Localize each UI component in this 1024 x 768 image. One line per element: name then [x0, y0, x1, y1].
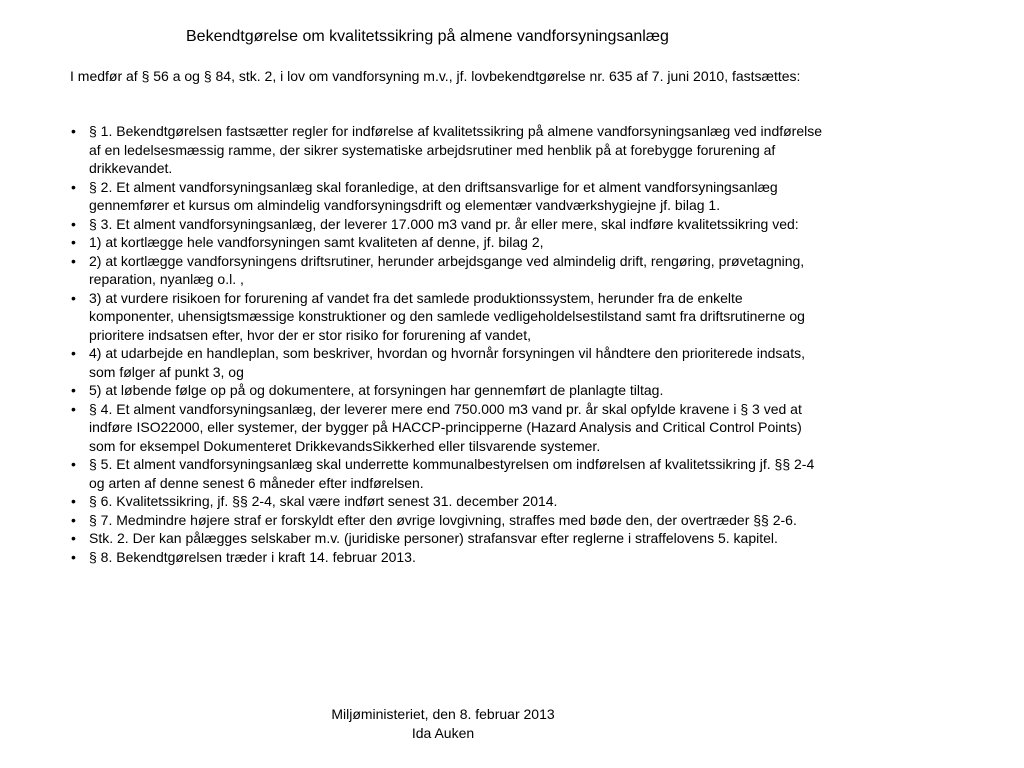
signature-place-date: Miljøministeriet, den 8. februar 2013: [331, 706, 555, 722]
clause-section-1: • § 1. Bekendtgørelsen fastsætter regler for indførelse af kvalitetssikring på almene vandforsyningsanlæg ved indførelse af en ledelsesmæssig ramme, der sikrer systematiske arbejdsrutiner med henblik på at forebygge forurening af drikkevandet.: [70, 122, 830, 178]
clause-section-7-stk-2: • Stk. 2. Der kan pålægges selskaber m.v. (juridiske personer) strafansvar efter reglerne i straffelovens 5. kapitel.: [70, 529, 830, 548]
clause-item-1: • 1) at kortlægge hele vandforsyningen samt kvaliteten af denne, jf. bilag 2,: [70, 233, 830, 252]
clause-section-8: • § 8. Bekendtgørelsen træder i kraft 14. februar 2013.: [70, 548, 830, 567]
clause-item-2: • 2) at kortlægge vandforsyningens driftsrutiner, herunder arbejdsgange ved almindelig drift, rengøring, prøvetagning, reparation, nyanlæg o.l. ,: [70, 252, 830, 289]
clause-section-5: • § 5. Et alment vandforsyningsanlæg skal underrette kommunalbestyrelsen om indførelsen af kvalitetssikring jf. §§ 2-4 og arten af denne senest 6 måneder efter indførelsen.: [70, 455, 830, 492]
clause-section-2: • § 2. Et alment vandforsyningsanlæg skal foranledige, at den driftsansvarlige for et alment vandforsyningsanlæg gennemfører et kursus om almindelig vandforsyningsdrift og elementær vandværkshygiejne jf. bilag 1.: [70, 178, 830, 215]
clause-section-7: • § 7. Medmindre højere straf er forskyldt efter den øvrige lovgivning, straffes med bøde den, der overtræder §§ 2-6.: [70, 511, 830, 530]
clause-item-3: • 3) at vurdere risikoen for forurening af vandet fra det samlede produktionssystem, herunder fra de enkelte komponenter, uhensigtsmæssige konstruktioner og den samlede vedligeholdelsestilstand samt fra driftsrutinerne og prioritere indsatsen efter, hvor der er stor risiko for forurening af vandet,: [70, 289, 830, 345]
document-title: Bekendtgørelse om kvalitetssikring på almene vandforsyningsanlæg: [186, 28, 669, 45]
clause-item-4: • 4) at udarbejde en handleplan, som beskriver, hvordan og hvornår forsyningen vil håndtere den prioriterede indsats, som følger af punkt 3, og: [70, 344, 830, 381]
clause-section-6: • § 6. Kvalitetssikring, jf. §§ 2-4, skal være indført senest 31. december 2014.: [70, 492, 830, 511]
clause-list: [70, 122, 830, 566]
clause-item-5: • 5) at løbende følge op på og dokumentere, at forsyningen har gennemført de planlagte tiltag.: [70, 381, 830, 400]
clause-section-3: • § 3. Et alment vandforsyningsanlæg, der leverer 17.000 m3 vand pr. år eller mere, skal indføre kvalitetssikring ved:: [70, 215, 830, 234]
signature-block: [300, 705, 586, 742]
signature-name: Ida Auken: [411, 724, 475, 741]
clause-section-4: • § 4. Et alment vandforsyningsanlæg, der leverer mere end 750.000 m3 vand pr. år skal opfylde kravene i § 3 ved at indføre ISO22000, eller systemer, der bygger på HACCP-principperne (Hazard Analysis and Critical Control Points) som for eksempel Dokumenteret DrikkevandsSikkerhed eller tilsvarende systemer.: [70, 400, 830, 456]
intro-paragraph: I medfør af § 56 a og § 84, stk. 2, i lov om vandforsyning m.v., jf. lovbekendtgørelse nr. 635 af 7. juni 2010, fastsættes:: [70, 68, 801, 84]
